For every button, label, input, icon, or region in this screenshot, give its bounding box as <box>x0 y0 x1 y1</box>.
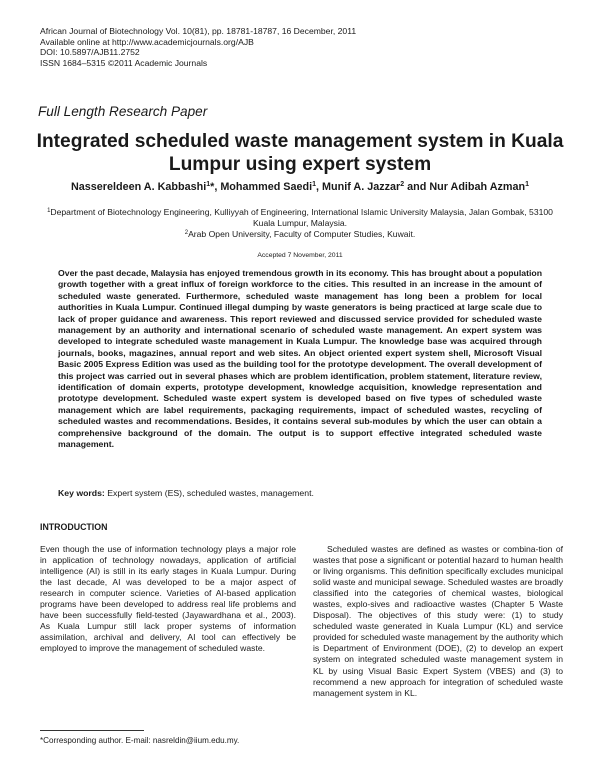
intro-right-column <box>313 544 563 699</box>
corresponding-author-footnote: *Corresponding author. E-mail: nasreldin@iium.edu.my. <box>40 736 240 745</box>
author-mark: 2 <box>400 181 405 188</box>
author-mark: 1 <box>525 181 530 188</box>
affiliation-text: Arab Open University, Faculty of Computer Studies, Kuwait. <box>188 228 416 239</box>
intro-left-column: Even though the use of information technology plays a major role in application of technology nowadays, application of artificial intelligence (AI) is still in its early stages in Kuala Lumpur. During the last decade, AI was developed to be a major aspect of research in computer science. Varieties of AI-based application programs have been developed to address real life problems and have been successfully field-tested (Jayawardhana et al., 2003). As Kuala Lumpur still lack proper systems of information assimilation, archival and delivery, AI tool can effectively be employed to improve the management of scheduled waste. <box>40 544 296 654</box>
affiliation-text: Department of Biotechnology Engineering, Kulliyyah of Engineering, International Islamic University Malaysia, Jalan Gombak, 53100 Kuala Lumpur, Malaysia. <box>50 207 553 228</box>
affiliation-mark: 2 <box>184 229 189 236</box>
affiliation-mark: 1 <box>47 208 51 214</box>
journal-line: African Journal of Biotechnology Vol. 10(81), pp. 18781-18787, 16 December, 2011 <box>40 26 357 36</box>
paper-type: Full Length Research Paper <box>38 104 208 119</box>
author-name: Mohammed Saedi <box>220 181 313 193</box>
keywords-label: Key words: <box>58 488 105 498</box>
accepted-date: Accepted 7 November, 2011 <box>257 252 343 259</box>
keywords-text: Expert system (ES), scheduled wastes, management. <box>107 488 314 498</box>
author-mark: 1 <box>206 181 211 188</box>
author-name: Nassereldeen A. Kabbashi <box>70 181 207 193</box>
issn-line: ISSN 1684–5315 ©2011 Academic Journals <box>40 57 208 68</box>
affiliations <box>40 207 560 239</box>
section-heading-introduction: INTRODUCTION <box>40 522 108 532</box>
author-conjunction: and <box>407 181 427 193</box>
intro-right-paragraph: Scheduled wastes are defined as wastes or combina-tion of wastes that pose a significant or potential hazard to human health or living organisms. This definition specifically excludes municipal solid waste and municipal sewage. Scheduled wastes are broadly classified into the categories of chemical wastes, biological wastes, explo-sives and radioactive wastes (Chapter 5 Waste Disposal). The objectives of this study were: (1) to study scheduled waste generated in Kuala Lumpur (KL) and service provided for scheduled waste management by the authority which is Department of Environment (DOE), (2) to develop an expert system on integrated scheduled waste management system in KL by using Visual Basic Expert System (VBES) and (3) to recommend a new approach for integration of scheduled waste management system in KL. <box>313 544 563 698</box>
doi-line: DOI: 10.5897/AJB11.2752 <box>40 47 140 58</box>
author-list: Nassereldeen A. Kabbashi$^1$*, Mohammed Saedi$^1$, Munif A. Jazzar$^2$ and Nur Adibah Azman$^1$ <box>70 181 530 193</box>
keywords <box>58 488 542 498</box>
footnote-divider <box>40 730 144 731</box>
abstract: Over the past decade, Malaysia has enjoyed tremendous growth in its economy. This has brought about a population growth together with a great influx of foreign workforce to the cities. This resulted in an increase in the amount of scheduled waste generated. Furthermore, scheduled waste management has long been a problem for local authorities in Kuala Lumpur. Continued illegal dumping by waste generators is being practiced at large scale due to lack of proper guidance and awareness. This report reviewed and discussed service provided for scheduled waste management by an authority and international scenario of scheduled waste management. An expert system was developed to integrate scheduled waste management in Kuala Lumpur. The knowledge base was acquired through journals, books, magazines, annual report and web sites. An object oriented expert system shell, Microsoft Visual Basic 2005 Express Edition was used as the building tool for the prototype development. The overall development of this project was carried out in several phases which are problem identification, problem statement, literature review, identification of domain experts, prototype development, knowledge acquisition, knowledge representation and prototype development. Scheduled waste expert system is developed based on five types of scheduled waste management which are label requirements, packaging requirements, impact of scheduled wastes, recycling of scheduled wastes and recommendations. Besides, it contains several sub-modules by which the user can obtain a comprehensive background of the domain. The output is to support effective integrated scheduled waste management. <box>58 268 542 450</box>
author-name: Nur Adibah Azman <box>429 181 526 193</box>
journal-header <box>40 26 356 68</box>
online-line: Available online at http://www.academicjournals.org/AJB <box>40 36 254 47</box>
author-name: Munif A. Jazzar <box>322 181 401 193</box>
affiliation-1 <box>40 207 560 229</box>
corresponding-mark: * <box>210 181 215 193</box>
paper-title: Integrated scheduled waste management system in Kuala Lumpur using expert system <box>36 131 564 175</box>
affiliation-2 <box>40 229 560 240</box>
author-mark: 1 <box>312 181 317 188</box>
